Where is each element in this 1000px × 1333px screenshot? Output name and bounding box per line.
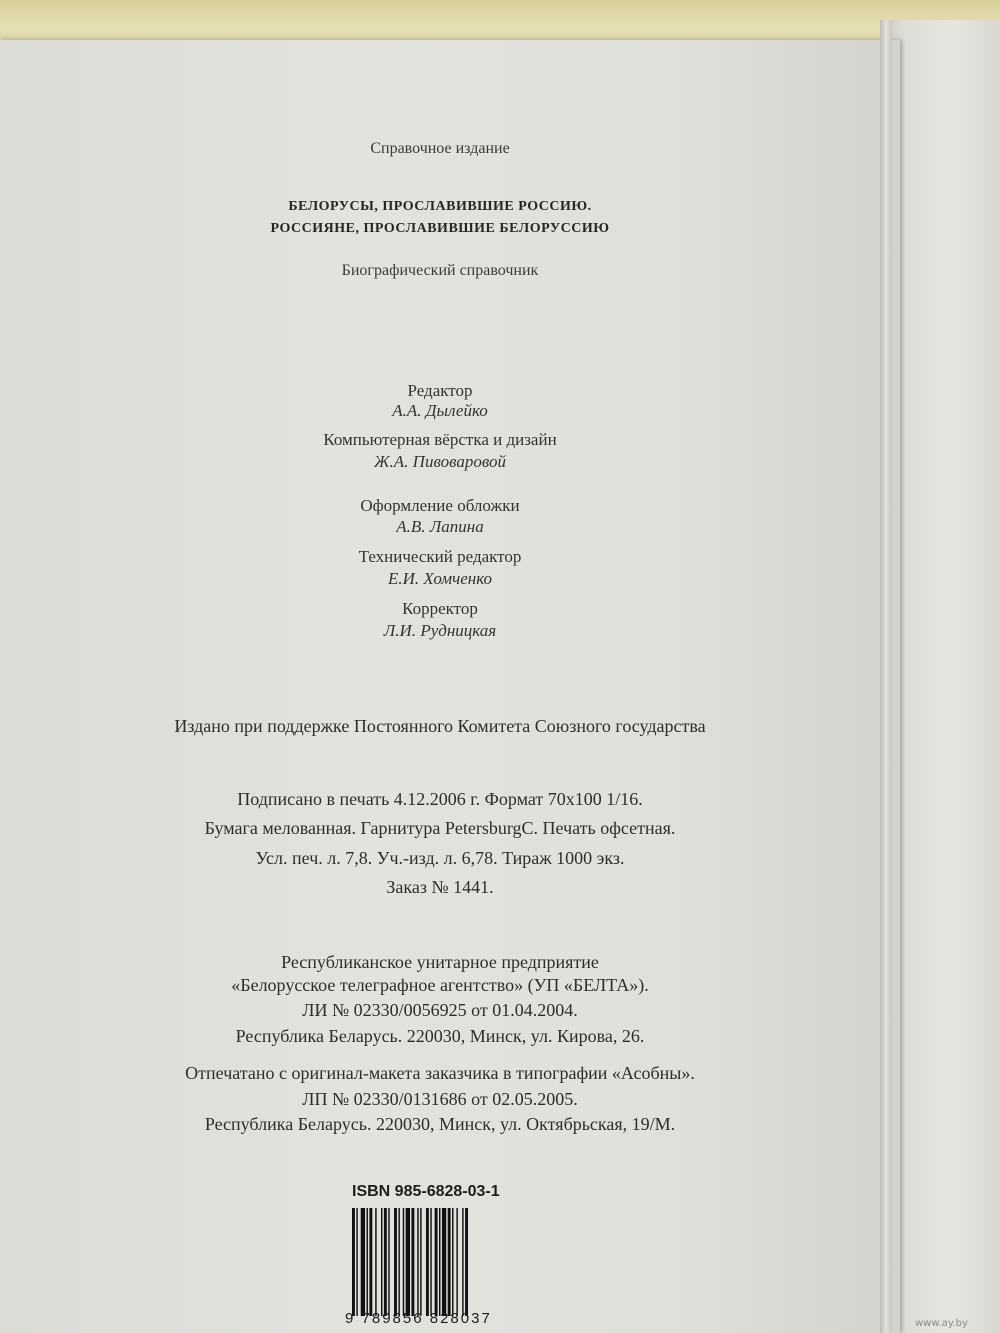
barcode-bar	[394, 1208, 397, 1316]
title-line-2: РОССИЯНЕ, ПРОСЛАВИВШИЕ БЕЛОРУССИЮ	[270, 221, 610, 236]
barcode-bar	[369, 1208, 372, 1316]
publisher-line-3: ЛИ № 02330/0056925 от 01.04.2004.	[302, 1000, 578, 1020]
credit-name-cover: А.В. Лапина	[396, 517, 484, 536]
printer-line-2: ЛП № 02330/0131686 от 02.05.2005.	[302, 1089, 578, 1109]
barcode-bar	[356, 1208, 357, 1316]
credit-role-tech-editor: Технический редактор	[358, 547, 522, 566]
barcode-bar	[411, 1208, 414, 1316]
barcode-bar	[420, 1208, 421, 1316]
watermark: www.ay.by	[915, 1318, 968, 1329]
barcode-bar	[384, 1208, 387, 1316]
barcode	[352, 1208, 502, 1316]
page-fold	[880, 20, 892, 1333]
isbn-text: ISBN 985-6828-03-1	[352, 1183, 500, 1200]
printer-line-3: Республика Беларусь. 220030, Минск, ул. Октябрьская, 19/М.	[204, 1114, 676, 1134]
print-info-line-4: Заказ № 1441.	[386, 877, 494, 897]
credit-role-cover: Оформление обложки	[360, 496, 520, 515]
credit-role-layout: Компьютерная вёрстка и дизайн	[323, 430, 557, 449]
printer-line-1: Отпечатано с оригинал-макета заказчика в типографии «Асобны».	[185, 1063, 695, 1083]
barcode-bar	[388, 1208, 389, 1316]
barcode-bar	[456, 1208, 457, 1316]
barcode-bar	[442, 1208, 446, 1316]
credit-name-proofreader: Л.И. Рудницкая	[383, 621, 497, 640]
barcode-bar	[448, 1208, 451, 1316]
title-line-1: БЕЛОРУСЫ, ПРОСЛАВИВШИЕ РОССИЮ.	[288, 199, 592, 214]
print-info-line-3: Усл. печ. л. 7,8. Уч.-изд. л. 6,78. Тираж 1000 экз.	[255, 848, 625, 868]
barcode-bar	[426, 1208, 429, 1316]
barcode-bar	[435, 1208, 438, 1316]
barcode-bar	[361, 1208, 365, 1316]
support-note: Издано при поддержке Постоянного Комитета Союзного государства	[174, 716, 706, 736]
publisher-line-1: Республиканское унитарное предприятие	[281, 952, 599, 972]
barcode-bar	[430, 1208, 431, 1316]
credit-name-layout: Ж.А. Пивоваровой	[373, 452, 507, 471]
barcode-bar	[417, 1208, 418, 1316]
publisher-line-2: «Белорусское телеграфное агентство» (УП «БЕЛТА»).	[231, 975, 649, 995]
subtitle: Биографический справочник	[341, 262, 539, 279]
barcode-digits: 9 789856 828037	[345, 1310, 492, 1327]
barcode-bar	[403, 1208, 404, 1316]
barcode-bar	[462, 1208, 463, 1316]
barcode-bar	[439, 1208, 440, 1316]
barcode-bar	[367, 1208, 368, 1316]
barcode-bar	[375, 1208, 376, 1316]
credit-name-editor: А.А. Дылейко	[392, 401, 488, 420]
barcode-bar	[452, 1208, 453, 1316]
print-info-line-2: Бумага мелованная. Гарнитура PetersburgC. Печать офсетная.	[204, 818, 676, 838]
barcode-bar	[398, 1208, 399, 1316]
barcode-bar	[381, 1208, 382, 1316]
publisher-line-4: Республика Беларусь. 220030, Минск, ул. Кирова, 26.	[235, 1026, 645, 1046]
edition-kind: Справочное издание	[370, 140, 510, 157]
barcode-bar	[406, 1208, 410, 1316]
barcode-bar	[352, 1208, 355, 1316]
credit-role-editor: Редактор	[407, 381, 473, 400]
barcode-bar	[465, 1208, 468, 1316]
print-info-line-1: Подписано в печать 4.12.2006 г. Формат 70x100 1/16.	[237, 789, 643, 809]
credit-name-tech-editor: Е.И. Хомченко	[387, 569, 493, 588]
credit-role-proofreader: Корректор	[402, 599, 478, 618]
